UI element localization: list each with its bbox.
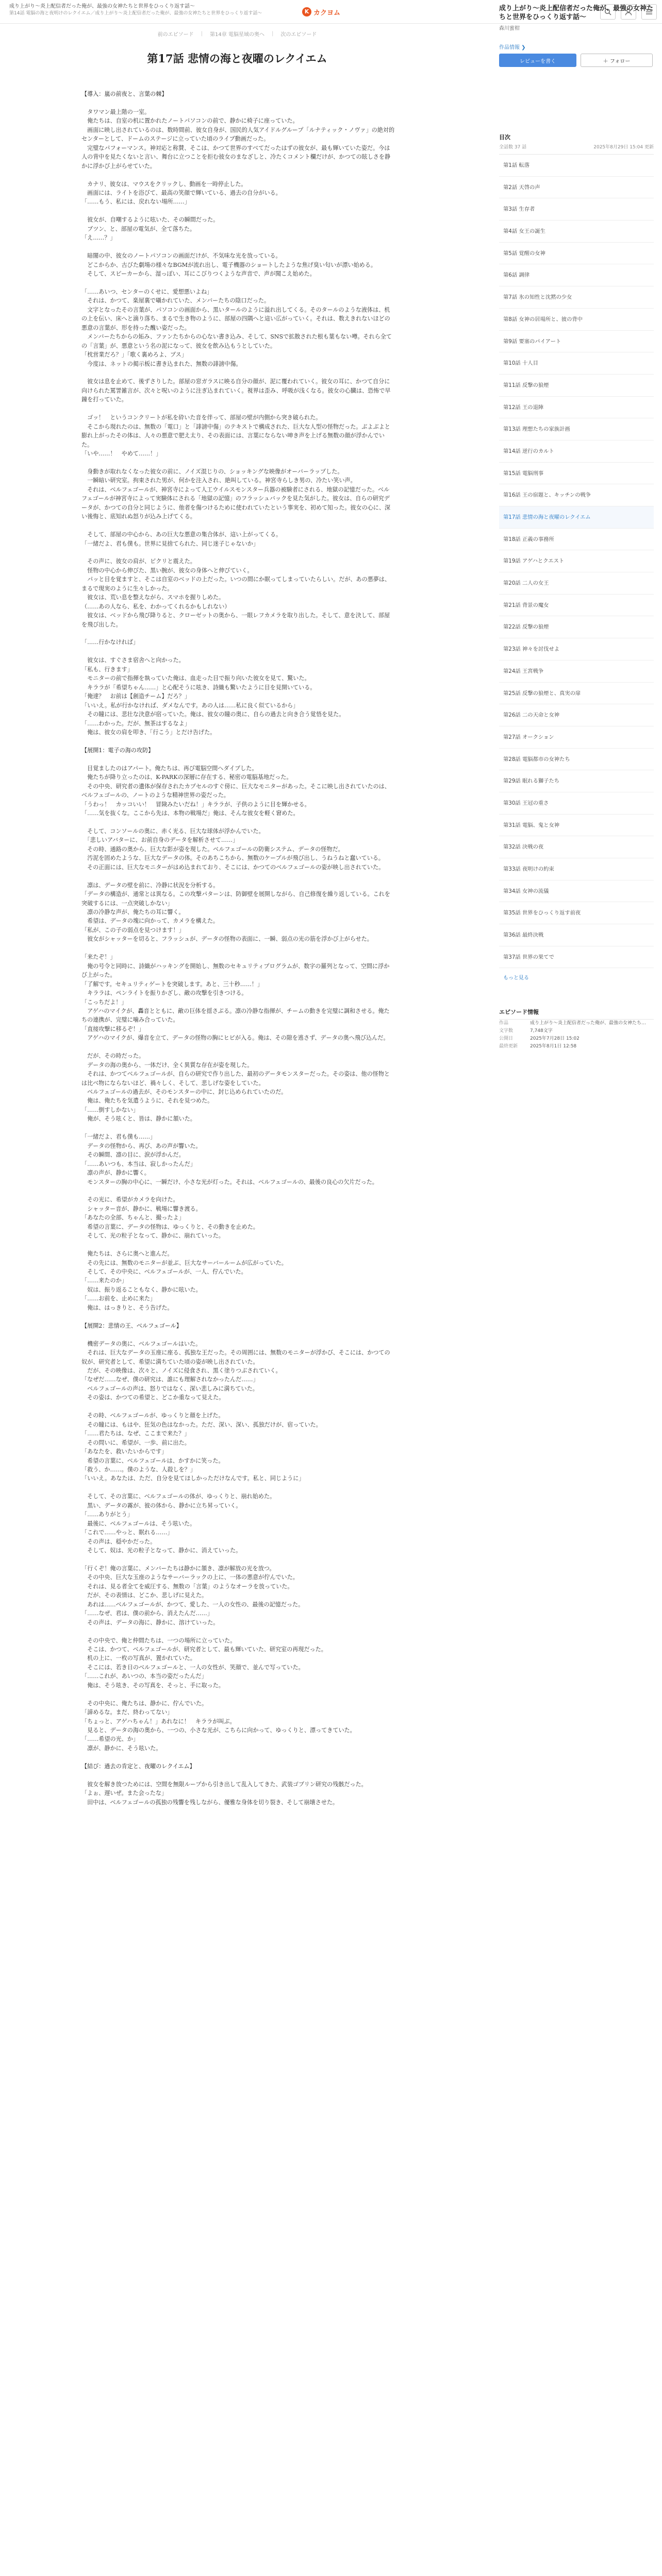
toc-count: 全話数 37 話	[499, 145, 527, 150]
toc-item[interactable]: 第12話 王の退陣	[499, 397, 654, 419]
toc-item[interactable]: 第37話 世界の果てで	[499, 946, 654, 969]
body-paragraph: 「一緒だよ、君も僕も……」 データの怪物から、再び、あの声が響いた。 その瞬間、凛の目に、涙が浮かんだ。 「……あいつも、本当は、寂しかったんだ」 凛の声が、静かに響く。 モンスターの胸の中心に、一瞬だけ、小さな光が灯った。それは、ベルフェゴールの、最後の良心の欠片だった。	[81, 1133, 378, 1185]
toc-item[interactable]: 第16話 王の宿題と、キッチンの戦争	[499, 484, 654, 506]
toc-item[interactable]: 第25話 反撃の狼煙と、真実の扉	[499, 683, 654, 705]
breadcrumb-separator: |	[201, 30, 203, 37]
toc-list	[499, 155, 654, 968]
toc-item[interactable]: 第5話 覚醒の女神	[499, 243, 654, 265]
toc-item[interactable]: 第20話 二人の女王	[499, 572, 654, 595]
toc-item[interactable]: 第8話 女神の居場所と、彼の背中	[499, 309, 654, 331]
body-paragraph: 凛は、データの壁を前に、冷静に状況を分析する。 「データの構造が、通常とは異なる。この攻撃パターンは、防御壁を展開しながら、自己修復を繰り返している。これを突破するには、一点突破しかない」 凛の冷静な声が、俺たちの耳に響く。 希望は、データの塊に向かって、カメラを構えた。 「私が、この子の弱点を見つけます！」 彼女がシャッターを切ると、フラッシュが、データの怪物の表面に、一瞬、弱点の光の筋を浮かび上がらせた。	[81, 882, 390, 943]
toc-item[interactable]: 第23話 神々を討伐せよ	[499, 638, 654, 660]
body-paragraph: 「行くぞ！俺の言葉に、メンバーたちは静かに頷き、凛が解放の光を放つ。 その中央、巨大な玉座のようなサーバーラックの上に、一体の悪意が佇んでいた。 それは、見る者全てを威圧する、無数の「言葉」のようなオーラを放っていた。 だが、その表情は、どこか、悲しげに見えた。 あれは……ベルフェゴールが、かつて、愛した、一人の女性の、最後の記憶だった。 「……なぜ、君は、僕の前から、消えたんだ……」 その声は、データの海に、静かに、溶けていった。	[81, 1565, 304, 1626]
breadcrumb	[67, 28, 407, 39]
toc-item[interactable]: 第21話 背景の魔女	[499, 595, 654, 617]
logo-text: カクヨム	[313, 9, 341, 17]
body-paragraph: 「……あいつ、センターのくせに、愛想悪いよね」 それは、かつて、楽屋裏で囁かれていた、メンバーたちの陰口だった。 文字となったその言葉が、パソコンの画面から、黒いタールのように溢れ出してくる。そのタールのような液体は、机の上を伝い、床へと滴り落ち、まるで生き物のように、部屋の四隅へと這い広がっていく。それは、数えきれないほどの悪意の言葉が、形を持った醜い姿だった。 メンバーたちからの妬み、ファンたちからの心ない書き込み、そして、SNSで拡散された根も葉もない噂。それら全ての「言葉」が、悪意という名の泥になって、彼女を飲み込もうとしていた。 「枕営業だろ？」「歌く裏めろよ、ブス」 今度は、ネットの掲示板に書き込まれた、無数の誹謗中傷。	[81, 288, 392, 367]
toc-item[interactable]: 第18話 正義の事務所	[499, 529, 654, 551]
toc-item[interactable]: 第4話 女王の誕生	[499, 221, 654, 243]
novel-title[interactable]: 成り上がり〜炎上配信者だった俺が、最強の女神たちと世界をひっくり返す話〜	[499, 5, 654, 21]
section-heading: 【展開2：悲情の王、ベルフェゴール】	[81, 1322, 182, 1329]
toc-item[interactable]: 第34話 女神の流儀	[499, 880, 654, 903]
breadcrumb-separator: |	[271, 30, 274, 37]
body-paragraph: ゴッ！ というコンクリートが私を砕いた音を伴って、部屋の壁が内側から突き破られた。 そこから現れたのは、無数の「電口」と「誹謗中傷」のテキストで構成された、巨大な人型の怪物だった。ぶよぶよと膨れ上がったその体は、人々の悪意で肥え太り、その表面には、言葉にならない呻き声を上げる無数の顔が浮かんでいた。 「いや……！ やめて……！」	[81, 414, 390, 457]
episode-info	[499, 1020, 654, 1050]
body-paragraph: そして、コンソールの奥に、赤く光る、巨大な球体が浮かんでいた。 「悲しいアバターに、お前自身のデータを解析させて……」 その時、通路の奥から、巨大な影が姿を現した。ベルフェゴールの防衛システム、データの怪物だ。 汚泥を固めたような、巨大なデータの体。そのあちこちから、無数のケーブルが飛び出し、うねうねと蠢いている。 その正面には、巨大なモニターがはめ込まれており、そこには、かつてのベルフェゴールの姿が映し出されていた。	[87, 827, 385, 871]
section-heading: 【導入：嵐の前夜と、言葉の棘】	[81, 91, 168, 97]
novel-author[interactable]: 森川蜜柑	[499, 26, 520, 31]
header-title[interactable]: 成り上がり〜炎上配信者だった俺が、最強の女神たちと世界をひっくり返す話〜	[9, 4, 195, 9]
body-paragraph: 身動きが取れなくなった彼女の前に、ノイズ混じりの、ショッキングな映像がオーバーラップした。 一瞬暗い研究室。拘束された男が、何かを注入され、絶叫している。神宮寺らしき男の、冷たい笑い声。 それは、ベルフェゴールが、神宮寺によって人工ウイルスモンスター兵器の被験者にされる、地獄の記憶だった。ベルフェゴールが神宮寺によって実験体にされる「地獄の記憶」のフラッシュバックを見た気がした。彼女は、自らの研究データが、かつての自分と同じように、他者を傷つけるために使われていたという事実を、初めて知った。彼女の心に、深い後悔と、底知れぬ怒りが込み上げてくる。	[81, 468, 391, 520]
toc-item[interactable]: 第13話 理想たちの家族計画	[499, 418, 654, 440]
episode-info-value: 成り上がり〜炎上配信者だった俺が、最強の女神たち…	[530, 1021, 647, 1026]
episode-info-heading: エピソード情報	[499, 1008, 654, 1020]
toc-item[interactable]: 第31話 電脳、鬼と女神	[499, 815, 654, 837]
toc-item[interactable]: 第1話 転落	[499, 155, 654, 177]
toc-item[interactable]: 第14話 逆行のカルト	[499, 440, 654, 463]
body-paragraph: その中央に、俺たちは、静かに、佇んでいた。 「諦めるな。まだ、終わってない」 「ちょっと、アゲハちゃん！」あれなに！ キララが叫ぶ。 見ると、データの海の奥から、一つの、小さな光が、こちらに向かって、ゆっくりと、漂ってきていた。 「……希望の光、か」 凛が、静かに、そう呟いた。	[81, 1700, 356, 1752]
episode-info-key: 文字数	[499, 1028, 514, 1034]
toc-item[interactable]: 第19話 アゲハとクエスト	[499, 550, 654, 572]
body-paragraph: その光に、希望がカメラを向けた。 シャッター音が、静かに、戦場に響き渡る。 「あなたの全部、ちゃんと、撮ったよ」 希望の言葉に、データの怪物は、ゆっくりと、その動きを止めた。 そして、光の粒子となって、静かに、崩れていった。	[81, 1196, 259, 1240]
toc-item[interactable]: 第2話 天啓の声	[499, 177, 654, 199]
prev-episode-link[interactable]: 前のエピソード	[157, 31, 194, 38]
body-paragraph: 俺たちは、さらに奥へと進んだ。 その先には、無数のモニターが並ぶ、巨大なサーバールームが広がっていた。 そして、その中央に、ベルフェゴールが、一人、佇んでいた。 「……来たのか」 奴は、振り返ることもなく、静かに呟いた。 「……お前を、止めに来た」 俺は、はっきりと、そう告げた。	[81, 1250, 287, 1311]
logo-icon: K	[302, 7, 311, 16]
body-paragraph: 「……行かなければ」	[81, 639, 139, 646]
action-buttons	[499, 54, 654, 67]
toc-item[interactable]: 第29話 眠れる獅子たち	[499, 770, 654, 792]
header-title-block[interactable]	[9, 3, 262, 17]
body-paragraph: 彼女は、すぐさま宿舎へと向かった。 「私も、行きます」 モニターの前で指揮を執っていた俺は、血走った目で振り向いた彼女を見て、驚いた。 キララが「希望ちゃん……」と心配そうに呟き、詩織も驚いたように目を見開いている。 「俺達？ お前は【創造チーム】だろ？」 「いいえ。私が行かなければ、ダメなんです。あの人は……私に良く似ているから」 その瞳には、悲壮な決意が宿っていた。俺は、彼女の瞳の奥に、自らの過去と向き合う覚悟を見た。 「……わかった。だが、無茶はするなよ」 俺は、彼女の肩を叩き、「行こう」とだけ告げた。	[81, 657, 345, 736]
review-button[interactable]: レビューを書く	[499, 54, 576, 67]
header-subtitle: 第14話 電脳の海と夜明けのレクイエム／成り上がり〜炎上配信者だった俺が、最強の女神たちと世界をひっくり返す話〜	[9, 11, 262, 16]
body-paragraph: その声に、彼女の肩が、ピクリと震えた。 怪物の中心から伸びた、黒い腕が、彼女の身体へと伸びていく。 パッと目を覚ますと、そこは自室のベッドの上だった。いつの間にか眠ってしまっていたらしい。だが、あの悪夢は、まるで現実のように生々しかった。 彼女は、荒い息を整えながら、スマホを握りしめた。 （……あの人なら、私を、わかってくれるかもしれない） 彼女は、ベッドから飛び降りると、クローゼットの奥から、一眼レフカメラを取り出した。そして、意を決して、部屋を飛び出した。	[81, 558, 391, 628]
episode-info-key: 最終更新	[499, 1044, 518, 1049]
section-heading: 【結び：過去の肯定と、夜曜のレクイエム】	[81, 1762, 195, 1770]
episode-info-row	[499, 1027, 654, 1035]
episode-info-key: 作品	[499, 1021, 509, 1026]
episode-main	[67, 24, 407, 1816]
body-paragraph: 彼女を解き放つためには、空間を無限ループから引き出して乱入してきた、武装ゴブリン研究の残骸だった。 「よぉ、遅いぜ。また会ったな」 田中は、ベルフェゴールの孤独の残響を残しながら、優雅な身体を切り裂き、そして崩壊させた。	[81, 1781, 367, 1806]
body-paragraph: 機密データの奥に、ベルフェゴールはいた。 それは、巨大なデータの玉座に座る、孤独な王だった。その周囲には、無数のモニターが浮かび、そこには、かつての奴が、研究者として、希望に満ちていた頃の姿が映し出されていた。 だが、その映像は、次々と、ノイズに侵食され、黒く塗りつぶされていく。 「なぜだ……なぜ、僕の研究は、誰にも理解されなかったんだ……」 ベルフェゴールの声は、怒りではなく、深い悲しみに満ちていた。 その姿は、かつての希望と、どこか重なって見えた。	[81, 1340, 390, 1401]
body-paragraph: 「来たぞ！」 俺の号令と同時に、詩織がハッキングを開始し、無数のセキュリティプログラムが、数字の羅列となって、空間に浮かび上がった。 「了解です。セキュリティゲートを突破します。あと、三十秒……！」 キララは、ペンライトを振りかざし、敵の攻撃を引きつける。 「こっちだよ！」 アゲハのマイクが、轟音とともに、敵の巨体を揺さぶる。凛の冷静な指揮が、チームの動きを完璧に調和させる。俺たちの連携が、完璧に噛み合っていた。 「直接攻撃に移るぞ！」 アゲハのマイクが、爆音を立て、データの怪物の胸にヒビが入る。俺は、その隙を逃さず、データの奥へ飛び込んだ。	[81, 954, 390, 1042]
toc-item[interactable]: 第17話 悲情の海と夜曜のレクイエム	[499, 506, 654, 529]
body-paragraph: だが、その時だった。 データの海の奥から、一体だけ、全く異質な存在が姿を現した。 それは、かつてベルフェゴールが、自らの研究で作り出した、最初のデータモンスターだった。その姿は、他の怪物とは比べ物にならないほど、禍々しく、そして、悲しげな姿をしていた。 ベルフェゴールの過去が、そのモンスターの中に、封じ込められていたのだ。 俺は、俺たちを気遣うように、それを見つめた。 「……倒すしかない」 俺が、そう呟くと、皆は、静かに頷いた。	[81, 1053, 390, 1123]
toc-item[interactable]: 第15話 電脳刑事	[499, 463, 654, 485]
sidebar	[499, 0, 654, 1050]
episode-info-row	[499, 1020, 654, 1027]
site-logo[interactable]	[302, 6, 340, 18]
episode-info-value: 2025年7月28日 15:02	[530, 1036, 580, 1042]
body-paragraph: その時、ベルフェゴールが、ゆっくりと顔を上げた。 その瞳には、もはや、狂気の色はなかった。ただ、深い、深い、孤独だけが、宿っていた。 「……君たちは、なぜ、ここまで来た？」 その問いに、希望が、一歩、前に出た。 「あなたを、救いたいからです」 希望の言葉に、ベルフェゴールは、かすかに笑った。 「救う、か……。僕のような、人殺しを？」 「いいえ。あなたは、ただ、自分を見てほしかっただけなんです。私と、同じように」	[81, 1412, 322, 1482]
episode-info-value: 7,748文字	[530, 1028, 553, 1034]
episode-info-value: 2025年8月1日 12:58	[530, 1044, 577, 1049]
toc-meta	[499, 143, 654, 155]
toc-item[interactable]: 第10話 十人目	[499, 352, 654, 375]
toc-item[interactable]: 第28話 電脳都市の女神たち	[499, 749, 654, 771]
episode-info-key: 公開日	[499, 1036, 514, 1042]
toc-item[interactable]: 第9話 要塞のパイアート	[499, 331, 654, 353]
episode-title: 第17話 悲情の海と夜曜のレクイエム	[147, 52, 327, 65]
toc-item[interactable]: 第33話 夜明けの約束	[499, 858, 654, 880]
section-heading: 【展開1：電子の海の攻防】	[81, 747, 154, 754]
episode-info-row	[499, 1035, 654, 1043]
episode-body	[67, 90, 407, 1807]
toc-item[interactable]: 第7話 氷の知性と沈黙の少女	[499, 286, 654, 309]
body-paragraph: そして、その言葉に、ベルフェゴールの体が、ゆっくりと、崩れ始めた。 黒い、データの霧が、彼の体から、静かに立ち昇っていく。 「……ありがとう」 最後に、ベルフェゴールは、そう呟いた。 「これで……やっと、眠れる……」 その声は、穏やかだった。 そして、奴は、光の粒子となって、静かに、消えていった。	[81, 1493, 276, 1554]
follow-button[interactable]: ＋ フォロー	[581, 54, 653, 67]
work-info-link[interactable]: 作品情報 ❯	[499, 45, 526, 50]
toc-item[interactable]: 第22話 反撃の狼煙	[499, 616, 654, 638]
toc-item[interactable]: 第30話 王冠の重さ	[499, 792, 654, 815]
body-paragraph: 暗闇の中、彼女のノートパソコンの画面だけが、不気味な光を放っている。 どこからか、古びた劇場の様々なBGMが流れ出し、電子機器のショートしたような焦げ臭い匂いが漂い始める。 そして、スピーカーから、湿っぽい、耳にこびりつくような声音で、声が聞こえ始めた。	[87, 252, 376, 277]
toc-item[interactable]: 第35話 世界をひっくり返す前夜	[499, 902, 654, 924]
toc-item[interactable]: 第6話 調律	[499, 264, 654, 286]
toc-item[interactable]: 第27話 オークション	[499, 726, 654, 749]
toc-item[interactable]: 第36話 最終決戦	[499, 924, 654, 946]
toc-item[interactable]: 第11話 反撃の狼煙	[499, 375, 654, 397]
toc-item[interactable]: 第26話 二の天命と女神	[499, 704, 654, 726]
body-paragraph: そして、部屋の中心から、あの巨大な悪意の集合体が、這い上がってくる。 「一緒だよ、君も僕も。世界に見捨てられた、同じ迷子じゃないか」	[81, 531, 282, 547]
body-paragraph: タワマン最上階の一室。 俺たちは、自室の机に置かれたノートパソコンの前で、静かに椅子に座っていた。 画面に映し出されているのは、数時間前、彼女自身が、国民的人気アイドルグループ「ルナティック・ノヴァ」の絶対的センターとして、ドームのステージに立っていた頃のライブ動画だった。 完璧なパフォーマンス。神対応と称賛、そこは、かつて世界のすべてだったはずの彼女が、最も輝いていた姿だ。今は人の背中を見たくないと言い、舞台に立つことを拒む彼女のまなざしと、冷たくコメント欄だけが、かつての眩しさを静かに浮かび上がらせていた。	[81, 108, 395, 170]
toc-item[interactable]: 第32話 決戦の夜	[499, 836, 654, 858]
current-chapter-label: 第14章 電脳星域の奥へ	[210, 31, 264, 38]
episode-info-row	[499, 1043, 654, 1050]
toc-more-link[interactable]: もっと見る	[503, 975, 529, 981]
body-paragraph: カナリ、彼女は、マウスをクリックし、動画を一時停止した。 画面には、ライトを浴びて、最高の笑顔で輝いている、過去の自分がいる。 「……もう、私には、戻れない場所……」	[81, 180, 282, 206]
toc-heading: 目次	[499, 134, 510, 141]
toc-updated: 2025年8月29日 15:04 更新	[593, 145, 654, 150]
next-episode-link[interactable]: 次のエピソード	[280, 31, 317, 38]
body-paragraph: その中央で、俺と仲間たちは、一つの場所に立っていた。 そこは、かつて、ベルフェゴールが、研究者として、最も輝いていた、研究室の再現だった。 机の上に、一枚の写真が、置かれていた。 そこには、若き日のベルフェゴールと、一人の女性が、笑顔で、並んで写っていた。 「……これが、あいつの、本当の姿だったんだ」 俺は、そう呟き、その写真を、そっと、手に取った。	[81, 1637, 327, 1689]
toc-item[interactable]: 第3話 生存者	[499, 198, 654, 221]
body-paragraph: 彼女は息を止めて、後ずさりした。部屋の窓ガラスに映る自分の顔が、泥に覆われていく。彼女の耳に、かつて自分に向けられた罵詈雑言が、次々と呪いのように注ぎ込まれていく。視界は歪み、呼吸が浅くなる。彼女の心臓は、恐怖で早鐘を打っていた。	[81, 378, 391, 403]
toc-item[interactable]: 第24話 王宮戦争	[499, 660, 654, 683]
body-paragraph: 彼女が、自嘲するように呟いた、その瞬間だった。 ブツン、と、部屋の電気が、全て落ちた。 「え……？」	[81, 216, 219, 242]
body-paragraph: 目覚ましたのはアパート。俺たちは、再び電脳空間へダイブした。 俺たちが降り立ったのは、K-PARKの深層に存在する、秘密の電脳基地だった。 その中央、研究者の遺体が保存されたカプセルのすぐ傍に、巨大なモニターがあった。そこに映し出されていたのは、ベルフェゴールの、ノートのような精神世界の姿だった。 「うわっ！ カッコいい！ 冒険みたいだね！」キララが、子供のように目を輝かせる。 「……気を抜くな。ここから先は、本物の戦場だ」俺は、そんな彼女を軽く窘めた。	[81, 765, 390, 817]
